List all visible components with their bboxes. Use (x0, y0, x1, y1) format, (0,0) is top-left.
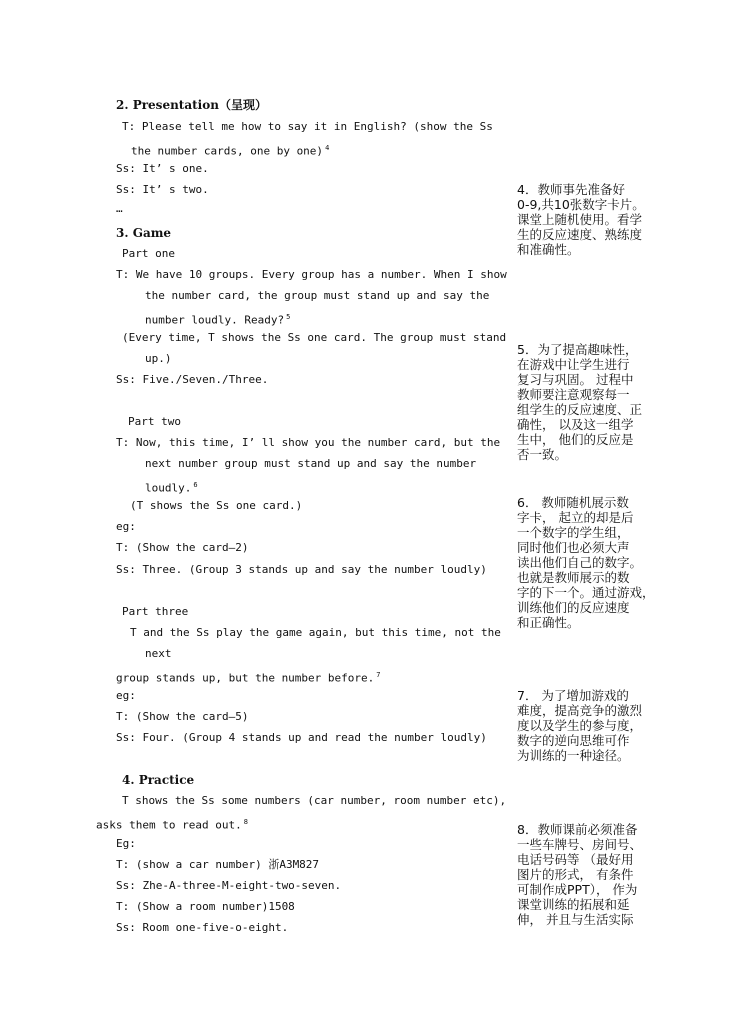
text-line: T: Please tell me how to say it in English? (show the Ss (122, 120, 493, 133)
text-line: (Every time, T shows the Ss one card. The group must stand (122, 331, 507, 344)
part-three-heading: Part three (122, 605, 189, 618)
note-8: 8．教师课前必须准备 一些车牌号、房间号、 电话号码等 （最好用 图片的形式， 有条件 可制作成PPT）， 作为 课堂训练的拓展和延 伸， 并且与生活实际 (517, 822, 643, 927)
note-7: 7． 为了增加游戏的 难度，提高竞争的激烈 度以及学生的参与度， 数字的逆向思维可作 为训练的一种途径。 (517, 688, 643, 763)
part-two-heading: Part two (128, 415, 181, 428)
text-line: T: Now, this time, I’ ll show you the number card, but the (116, 436, 501, 449)
text-line: … (116, 202, 123, 215)
text-line: Ss: Five./Seven./Three. (116, 373, 269, 386)
part-one-heading: Part one (122, 247, 175, 260)
note-6: 6． 教师随机展示数 字卡， 起立的却是后 一个数字的学生组， 同时他们也必须大声 读出他们自己的数字。 也就是教师展示的数 字的下一个。通过游戏， 训练他们的反应速度 和正确性。 (517, 495, 655, 630)
text-line: Ss: It’ s one. (116, 162, 209, 175)
note-4: 4．教师事先准备好 0-9,共10张数字卡片。 课堂上随机使用。看学 生的反应速度、熟练度 和准确性。 (517, 182, 645, 257)
text-line: T and the Ss play the game again, but this time, not the (130, 626, 501, 639)
section-presentation: 2. Presentation（呈现） (116, 98, 267, 112)
text-line: T: (Show the card—5) (116, 710, 249, 723)
text-line: T: (show a car number) 浙A3M827 (116, 858, 320, 871)
text-line: T: We have 10 groups. Every group has a number. When I show (116, 268, 507, 281)
text-line: the number cards, one by one) $^4$ (131, 144, 330, 158)
text-line: Ss: It’ s two. (116, 183, 209, 196)
text-line: Ss: Room one-five-o-eight. (116, 921, 289, 934)
text-line: Ss: Four. (Group 4 stands up and read the number loudly) (116, 731, 487, 744)
text-line: T: (Show the card—2) (116, 541, 249, 554)
text-line: T shows the Ss some numbers (car number, room number etc), (122, 794, 507, 807)
section-practice: 4. Practice (122, 773, 195, 787)
text-line: Eg: (116, 837, 136, 850)
text-line: up.) (145, 352, 172, 365)
note-5: 5．为了提高趣味性， 在游戏中让学生进行 复习与巩固。 过程中 教师要注意观察每一 组学生的反应速度、正 确性， 以及这一组学 生中， 他们的反应是 否一致。 (517, 342, 643, 462)
section-game: 3. Game (116, 226, 172, 240)
text-line: (T shows the Ss one card.) (130, 499, 303, 512)
text-line: eg: (116, 520, 136, 533)
text-line: T: (Show a room number)1508 (116, 900, 295, 913)
text-line: number loudly. Ready? $^5$ (145, 313, 291, 327)
text-line: eg: (116, 689, 136, 702)
text-line: next (145, 647, 172, 660)
text-line: asks them to read out. $^8$ (96, 818, 248, 832)
text-line: group stands up, but the number before. $^7$ (116, 671, 381, 685)
text-line: next number group must stand up and say the number (145, 457, 477, 470)
text-line: Ss: Three. (Group 3 stands up and say the number loudly) (116, 563, 487, 576)
text-line: Ss: Zhe-A-three-M-eight-two-seven. (116, 879, 342, 892)
text-line: the number card, the group must stand up and say the (145, 289, 490, 302)
text-line: loudly. $^6$ (145, 481, 198, 495)
